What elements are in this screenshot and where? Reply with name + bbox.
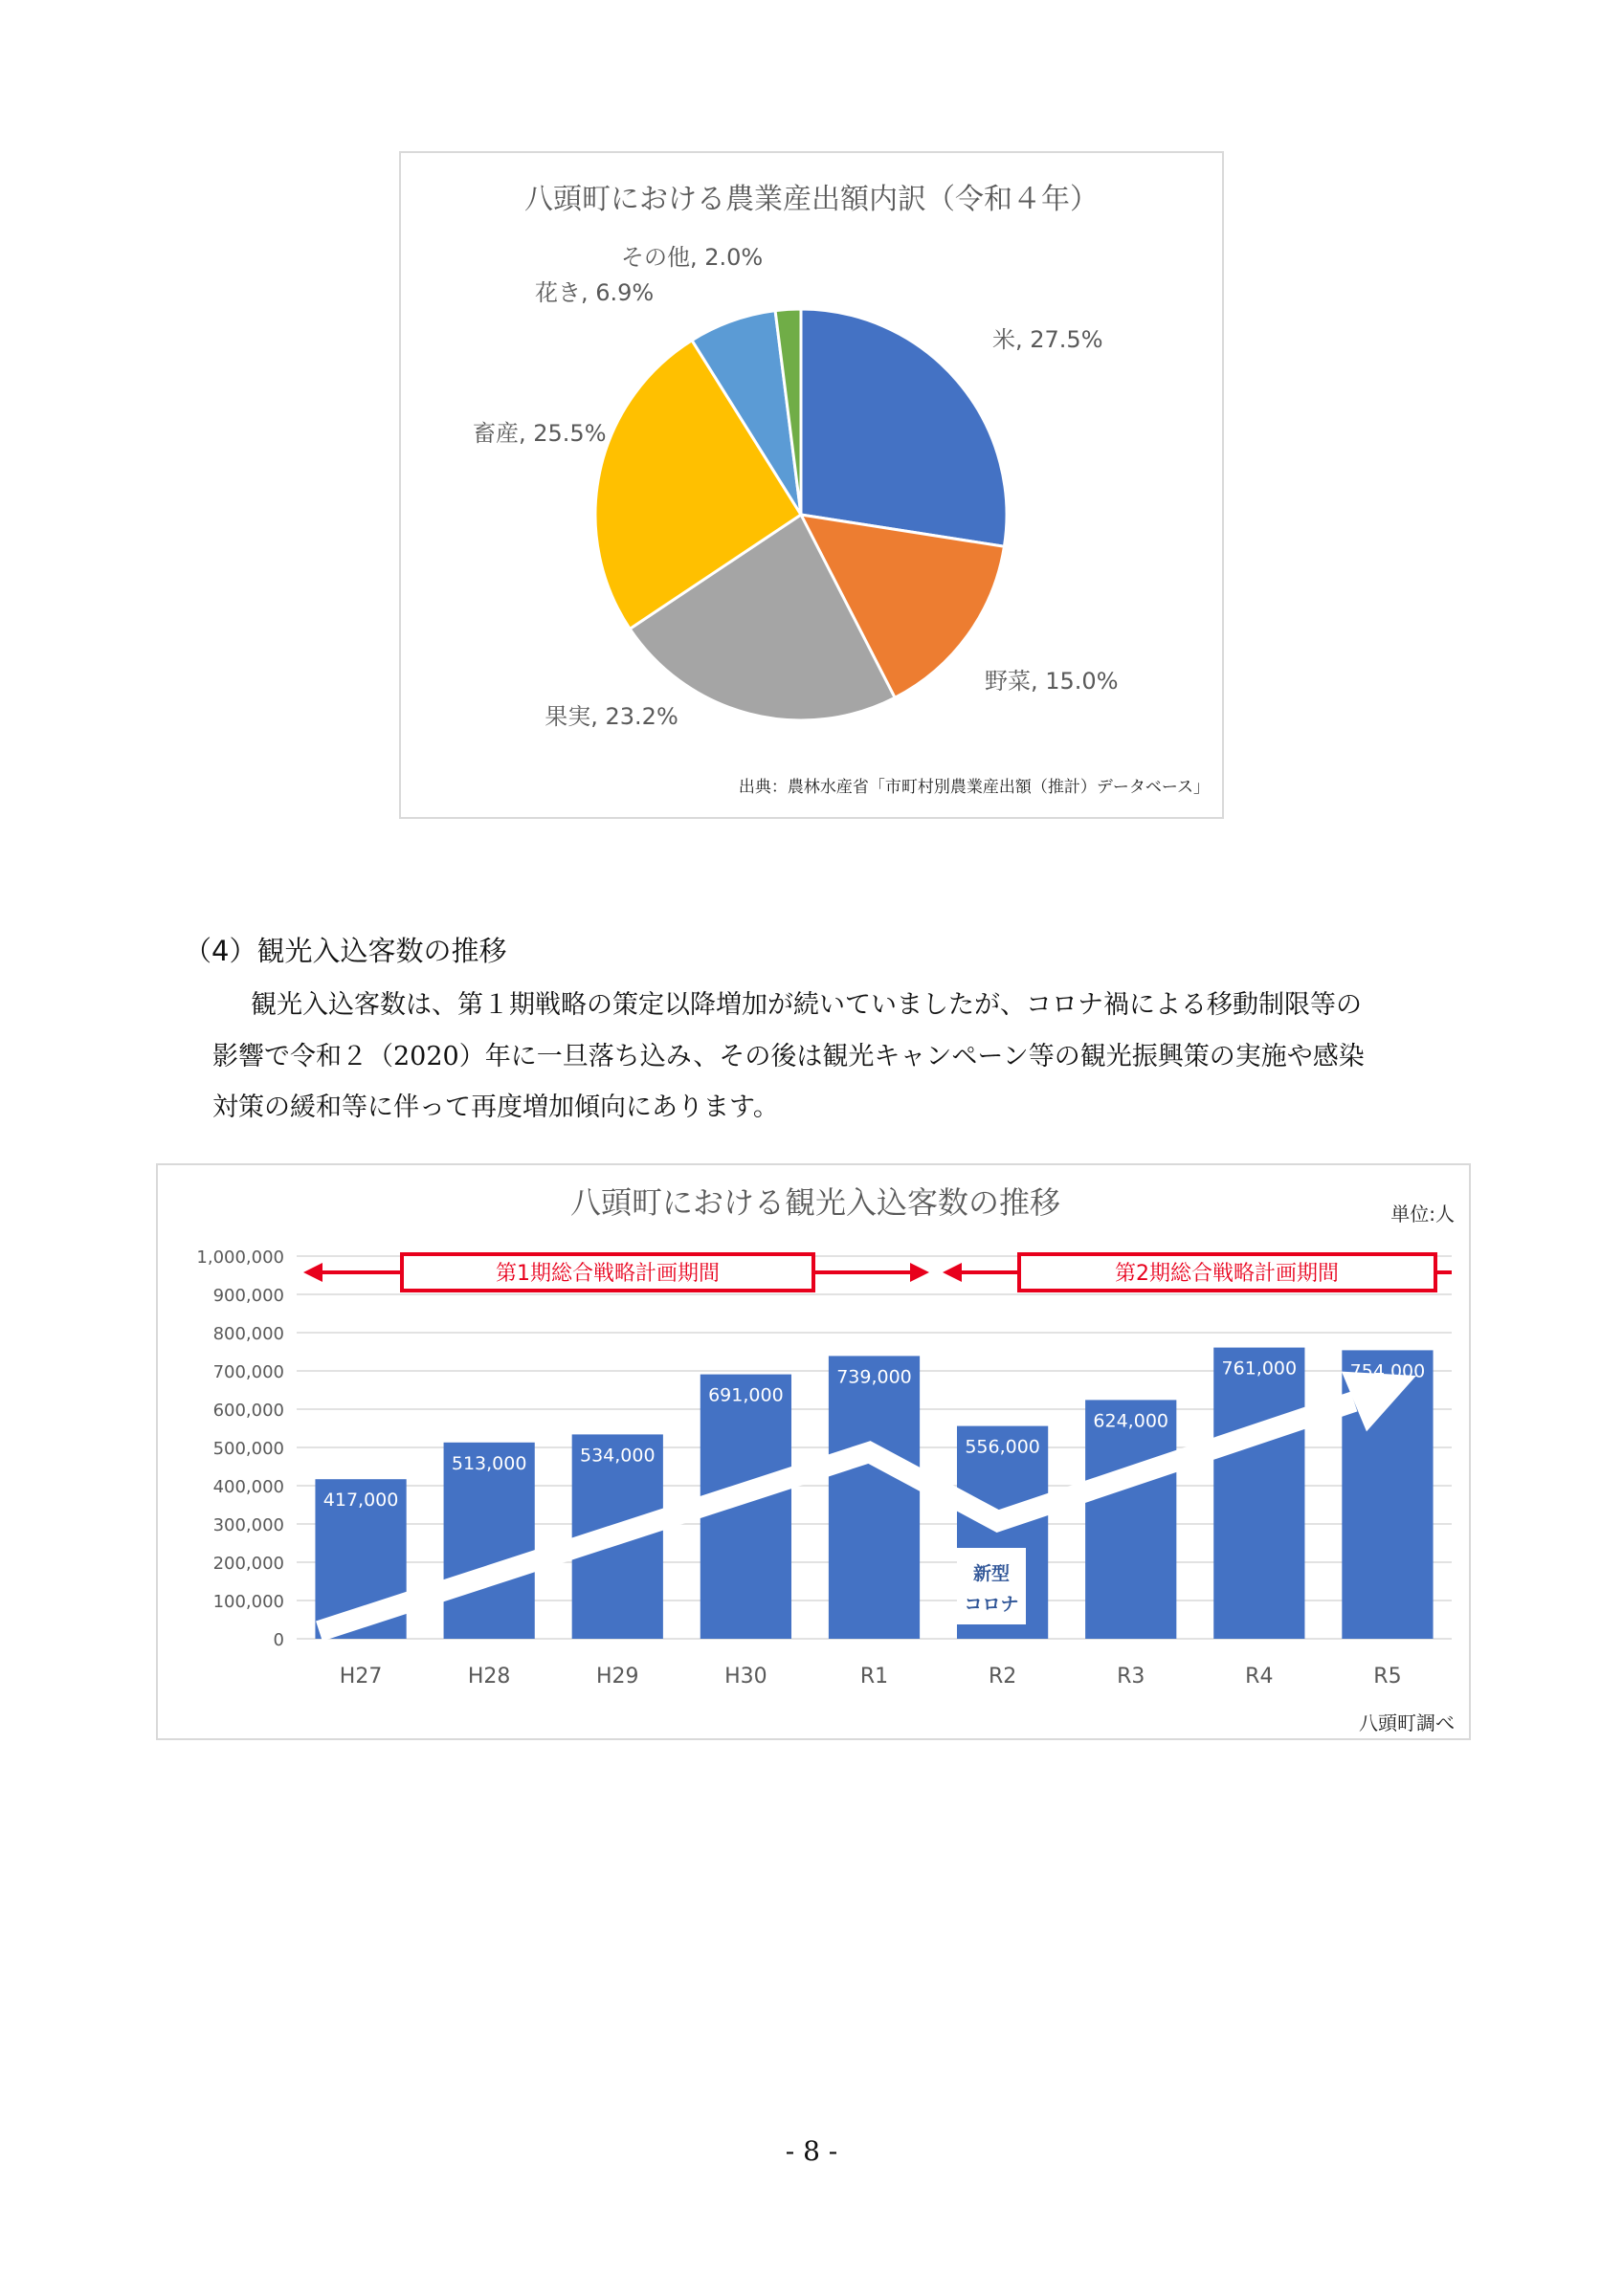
pie-data-label: 果実, 23.2% (545, 703, 678, 730)
paragraph-line-3: 対策の緩和等に伴って再度増加傾向にあります。 (212, 1093, 779, 1122)
y-tick-label: 800,000 (212, 1324, 284, 1344)
x-tick-label: R1 (859, 1665, 889, 1689)
y-tick-label: 500,000 (212, 1439, 284, 1459)
bar-chart-title: 八頭町における観光入込客数の推移 (569, 1184, 1061, 1221)
paragraph-line-1: 観光入込客数は、第１期戦略の策定以降増加が続いていましたが、コロナ禍による移動制限等の (251, 990, 1362, 1020)
period-2-left-arrow-icon (943, 1263, 962, 1282)
bar-value-label: 754,000 (1349, 1360, 1426, 1382)
period-2-label: 第2期総合戦略計画期間 (1115, 1262, 1339, 1286)
bar-value-label: 624,000 (1093, 1410, 1169, 1432)
y-tick-label: 600,000 (212, 1401, 284, 1421)
y-tick-label: 200,000 (212, 1554, 284, 1574)
bar-value-label: 513,000 (451, 1452, 527, 1474)
period-1-indicator (303, 1254, 929, 1291)
x-tick-label: R5 (1373, 1665, 1402, 1689)
y-tick-label: 100,000 (212, 1592, 284, 1612)
covid-label-line-2: コロナ (964, 1594, 1019, 1615)
paragraph-line-2: 影響で令和２（2020）年に一旦落ち込み、その後は観光キャンペーン等の観光振興策の実施や感染 (212, 1042, 1365, 1071)
agri-output-pie-chart (399, 151, 1224, 819)
x-tick-label: H27 (339, 1665, 383, 1689)
covid-callout (957, 1548, 1026, 1624)
y-tick-label: 700,000 (212, 1362, 284, 1382)
bar-value-label: 761,000 (1221, 1358, 1298, 1380)
pie-data-label: 畜産, 25.5% (473, 420, 607, 447)
bar-value-label: 417,000 (322, 1490, 399, 1512)
pie-chart-canvas (401, 153, 1222, 817)
y-tick-label: 900,000 (212, 1286, 284, 1306)
pie-slice-1 (801, 309, 1007, 546)
bar-value-label: 739,000 (836, 1366, 912, 1388)
unit-label: 単位:人 (1390, 1203, 1455, 1225)
bar-R4 (1213, 1348, 1304, 1639)
y-tick-label: 1,000,000 (196, 1247, 284, 1268)
pie-data-label: その他, 2.0% (621, 244, 764, 271)
y-tick-label: 0 (273, 1630, 284, 1650)
period-2-indicator (943, 1254, 1452, 1291)
y-tick-label: 300,000 (212, 1515, 284, 1535)
pie-data-label: 花き, 6.9% (535, 279, 655, 306)
period-1-left-arrow-icon (303, 1263, 322, 1282)
bar-R1 (829, 1356, 920, 1639)
x-tick-label: H30 (724, 1665, 767, 1689)
pie-data-label: 野菜, 15.0% (985, 668, 1119, 695)
bar-value-label: 534,000 (579, 1445, 656, 1467)
period-1-label: 第1期総合戦略計画期間 (496, 1262, 720, 1286)
bar-chart-source: 八頭町調べ (1359, 1711, 1455, 1734)
pie-chart-source: 出典：農林水産省「市町村別農業産出額（推計）データベース」 (738, 778, 1210, 797)
pie-data-label: 米, 27.5% (992, 326, 1103, 353)
tourist-visitors-bar-chart (156, 1163, 1471, 1740)
y-tick-label: 400,000 (212, 1477, 284, 1497)
bar-R3 (1085, 1400, 1176, 1639)
covid-label-line-1: 新型 (972, 1563, 1011, 1584)
bar-value-label: 556,000 (965, 1436, 1040, 1458)
page-number: - 8 - (785, 2135, 838, 2167)
section-heading: （4）観光入込客数の推移 (184, 935, 507, 967)
x-tick-label: H29 (596, 1665, 639, 1689)
x-tick-label: R3 (1117, 1665, 1145, 1689)
x-tick-label: R4 (1245, 1665, 1274, 1689)
period-1-right-arrow-icon (910, 1263, 929, 1282)
bar-chart-canvas (158, 1165, 1469, 1738)
pie-chart-title: 八頭町における農業産出額内訳（令和４年） (524, 183, 1099, 216)
x-tick-label: H28 (467, 1665, 511, 1689)
x-tick-label: R2 (988, 1665, 1017, 1689)
bar-value-label: 691,000 (708, 1384, 784, 1406)
